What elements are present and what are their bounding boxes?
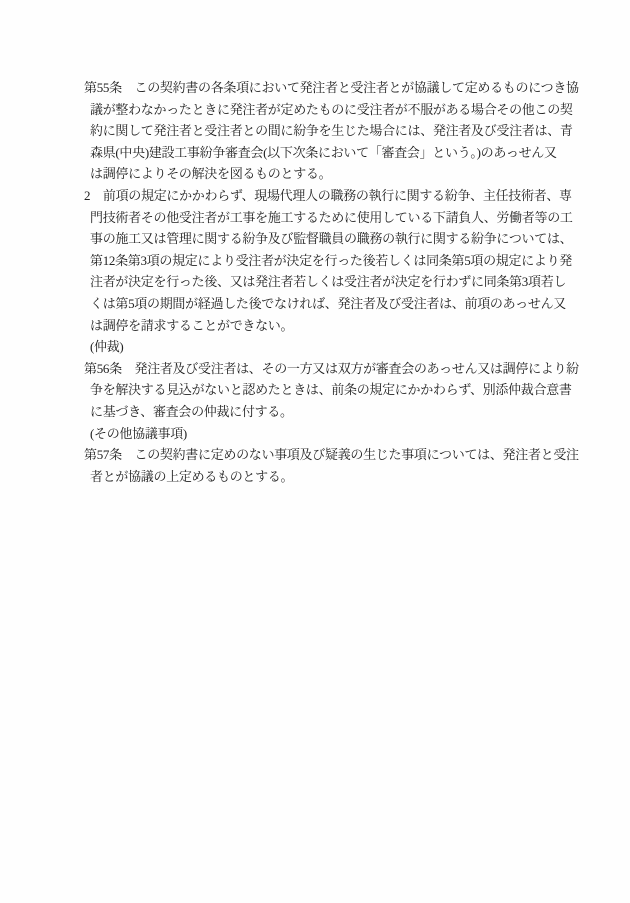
article-55-line: 森県(中央)建設工事紛争審査会(以下次条において「審査会」という。)のあっせん又 [90, 144, 557, 160]
article-55-line: 議が整わなかったときに発注者が定めたものに受注者が不服がある場合その他この契 [90, 101, 573, 117]
article-56-line: 第56条 発注者及び受注者は、その一方又は双方が審査会のあっせん又は調停により紛 [84, 360, 579, 376]
article-55-line: 第55条 この契約書の各条項において発注者と受注者とが協議して定めるものにつき協 [84, 80, 579, 95]
article-55-paragraph-2-line: 第12条第3項の規定により受注者が決定を行った後若しくは同条第5項の規定により発 [90, 252, 573, 268]
article-55-line: 約に関して発注者と受注者との間に紛争を生じた場合には、発注者及び受注者は、青 [90, 123, 573, 139]
article-57-line: 第57条 この契約書に定めのない事項及び疑義の生じた事項については、発注者と受注 [84, 447, 579, 463]
other-matters-heading: (その他協議事項) [90, 425, 187, 441]
article-55-paragraph-2-line: 2 前項の規定にかかわらず、現場代理人の職務の執行に関する紛争、主任技術者、専 [84, 187, 572, 203]
article-55-paragraph-2-line: 事の施工又は管理に関する紛争及び監督職員の職務の執行に関する紛争については、 [90, 231, 573, 247]
article-55-line: は調停によりその解決を図るものとする。 [90, 166, 332, 182]
contract-text-block [84, 77, 579, 487]
article-55-paragraph-2-line: くは第5項の期間が経過した後でなければ、発注者及び受注者は、前項のあっせん又 [90, 295, 566, 311]
arbitration-heading: (仲裁) [90, 339, 124, 355]
article-56-line: 争を解決する見込がないと認めたときは、前条の規定にかかわらず、別添仲裁合意書 [90, 382, 572, 398]
article-55-paragraph-2-line: 注者が決定を行った後、又は発注者若しくは受注者が決定を行わずに同条第3項若し [90, 274, 567, 290]
article-57-line: 者とが協議の上定めるものとする。 [90, 468, 294, 484]
article-56-line: に基づき、審査会の仲裁に付する。 [90, 403, 293, 419]
article-55-paragraph-2-line: 門技術者その他受注者が工事を施工するために使用している下請負人、労働者等の工 [90, 209, 573, 225]
article-55-paragraph-2-line: は調停を請求することができない。 [90, 317, 294, 333]
